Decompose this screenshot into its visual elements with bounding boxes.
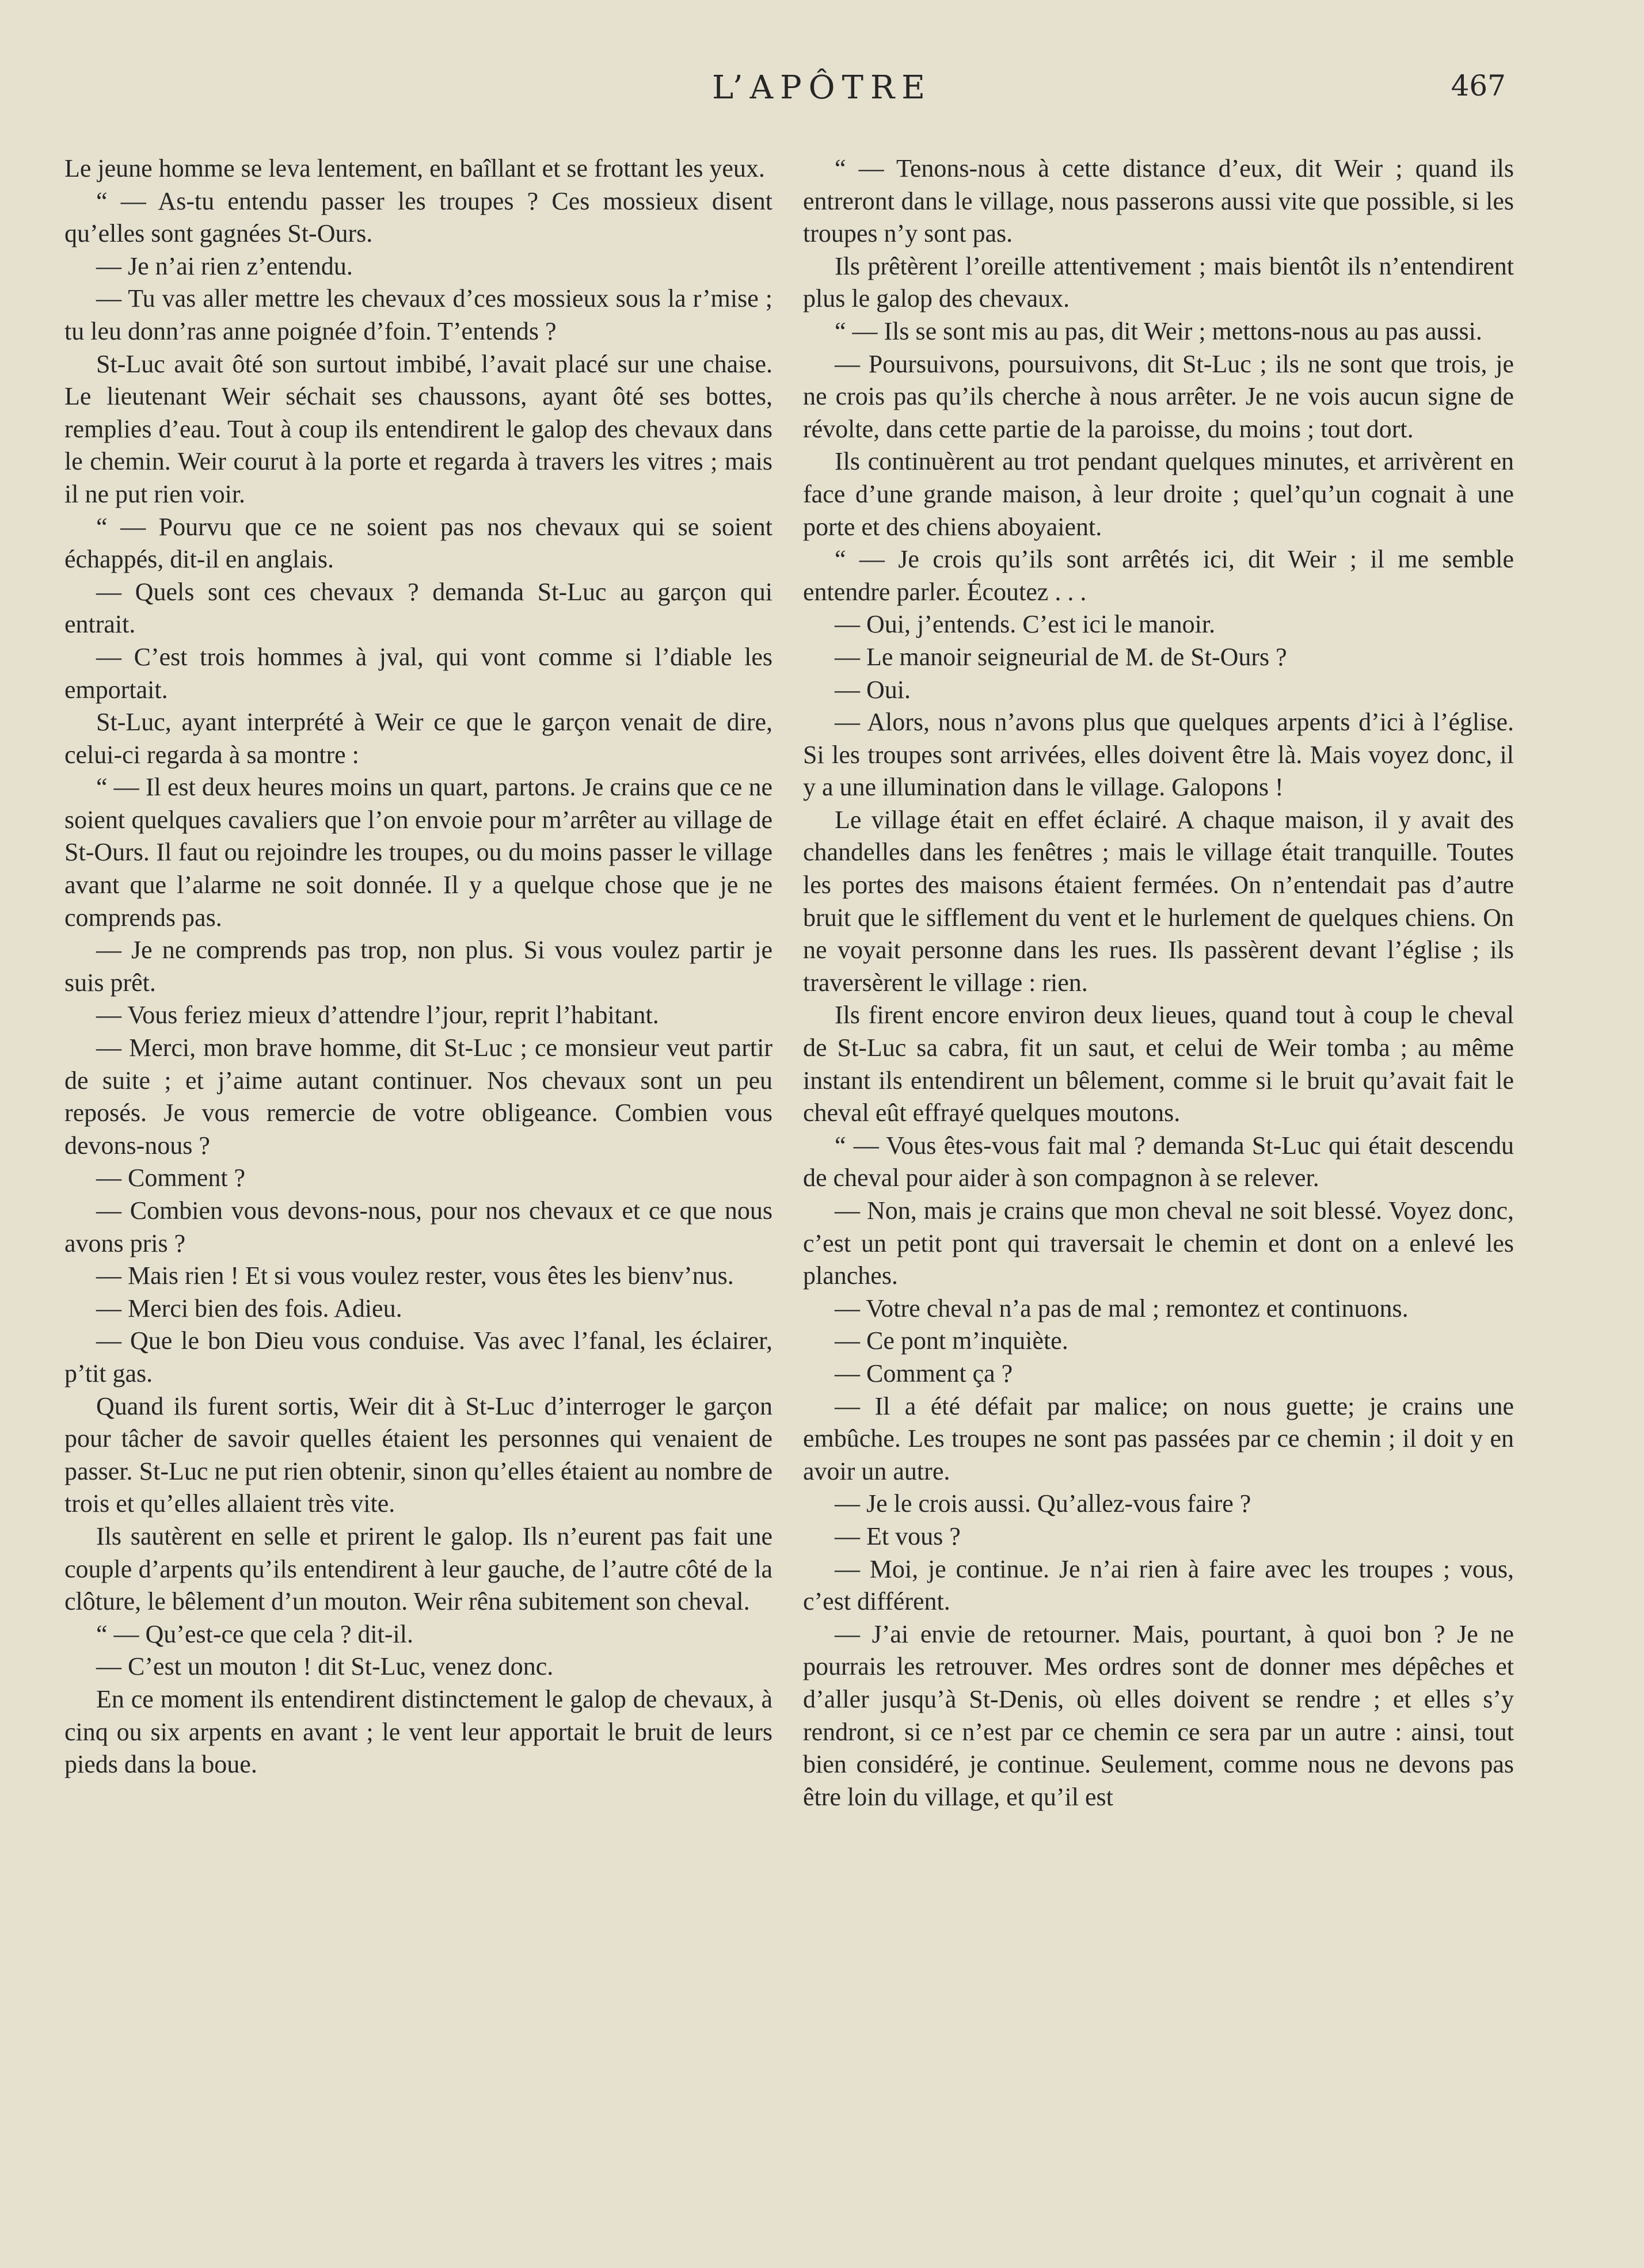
paragraph: — Comment ça ? [835, 1359, 1013, 1388]
paragraph: — Merci bien des fois. Adieu. [96, 1294, 402, 1322]
paragraph: — Comment ? [96, 1164, 246, 1192]
paragraph: “ — Il est deux heures moins un quart, partons. Je crains que ce ne soient quelques cavaliers que l’on envoie pour m’arrêter au village de St-Ours. Il faut ou rejoindre les troupes, ou du moins passer le village avant que l’alarme ne soit donnée. Il y a quelque chose que je ne comprends pas. [64, 773, 772, 932]
paragraph: — Je n’ai rien z’entendu. [96, 251, 353, 280]
paragraph: — J’ai envie de retourner. Mais, pourtant, à quoi bon ? Je ne pourrais les retrouver. Mes ordres sont de donner mes dépêches et d’aller jusqu’à St-Denis, où elles doivent se rendre ; et elles s’y rendront, si ce n’est par ce chemin ce sera par un autre : ainsi, tout bien considéré, je continue. Seulement, comme nous ne devons pas être loin du village, et qu’il est [803, 1619, 1514, 1811]
paragraph: — Moi, je continue. Je n’ai rien à faire avec les troupes ; vous, c’est différent. [803, 1554, 1514, 1616]
paragraph: “ — Qu’est-ce que cela ? dit-il. [96, 1619, 413, 1648]
paragraph: — Le manoir seigneurial de M. de St-Ours ? [835, 642, 1287, 671]
paragraph: — Merci, mon brave homme, dit St-Luc ; ce monsieur veut partir de suite ; et j’aime autant continuer. Nos chevaux sont un peu reposés. Je vous remercie de votre obligeance. Combien vous devons-nous ? [64, 1034, 772, 1160]
paragraph: — Oui. [835, 675, 911, 704]
paragraph: Ils sautèrent en selle et prirent le galop. Ils n’eurent pas fait une couple d’arpents qu’ils entendirent à leur gauche, de l’autre côté de la clôture, le bêlement d’un mouton. Weir rêna subitement son cheval. [64, 1522, 772, 1616]
paragraph: — Je le crois aussi. Qu’allez-vous faire ? [835, 1489, 1251, 1518]
right-column [803, 153, 1514, 1813]
left-column [64, 153, 772, 1781]
paragraph: “ — As-tu entendu passer les troupes ? Ces mossieux disent qu’elles sont gagnées St-Ours. [64, 186, 772, 248]
paragraph: St-Luc, ayant interprété à Weir ce que le garçon venait de dire, celui-ci regarda à sa montre : [64, 708, 772, 769]
paragraph: “ — Je crois qu’ils sont arrêtés ici, dit Weir ; il me semble entendre parler. Écoutez . . . [803, 545, 1514, 606]
paragraph: — Oui, j’entends. C’est ici le manoir. [835, 610, 1216, 639]
paragraph: — C’est trois hommes à jval, qui vont comme si l’diable les emportait. [64, 642, 772, 704]
paragraph: — Que le bon Dieu vous conduise. Vas avec l’fanal, les éclairer, p’tit gas. [64, 1327, 772, 1388]
paragraph: — Ce pont m’inquiète. [835, 1327, 1068, 1355]
paragraph: — Tu vas aller mettre les chevaux d’ces mossieux sous la r’mise ; tu leu donn’ras anne poignée d’foin. T’entends ? [64, 284, 772, 345]
paragraph: Quand ils furent sortis, Weir dit à St-Luc d’interroger le garçon pour tâcher de savoir quelles étaient les personnes qui venaient de passer. St-Luc ne put rien obtenir, sinon qu’elles étaient au nombre de trois et qu’elles allaient très vite. [64, 1392, 772, 1518]
paragraph: — Je ne comprends pas trop, non plus. Si vous voulez partir je suis prêt. [64, 936, 772, 997]
paragraph: — Mais rien ! Et si vous voulez rester, vous êtes les bienv’nus. [96, 1261, 734, 1290]
paragraph: “ — Vous êtes-vous fait mal ? demanda St-Luc qui était descendu de cheval pour aider à son compagnon à se relever. [803, 1131, 1514, 1192]
page-number: 467 [1451, 69, 1506, 102]
paragraph: — Combien vous devons-nous, pour nos chevaux et ce que nous avons pris ? [64, 1196, 772, 1257]
paragraph: Le jeune homme se leva lentement, en baîllant et se frottant les yeux. [64, 154, 765, 182]
paragraph: — Il a été défait par malice; on nous guette; je crains une embûche. Les troupes ne sont pas passées par ce chemin ; il doit y en avoir un autre. [803, 1392, 1514, 1485]
paragraph: — C’est un mouton ! dit St-Luc, venez donc. [96, 1652, 554, 1681]
paragraph: St-Luc avait ôté son surtout imbibé, l’avait placé sur une chaise. Le lieutenant Weir séchait ses chaussons, ayant ôté ses bottes, remplies d’eau. Tout à coup ils entendirent le galop des chevaux dans le chemin. Weir courut à la porte et regarda à travers les vitres ; mais il ne put rien voir. [64, 349, 772, 508]
paragraph: — Vous feriez mieux d’attendre l’jour, reprit l’habitant. [96, 1001, 659, 1030]
paragraph: — Non, mais je crains que mon cheval ne soit blessé. Voyez donc, c’est un petit pont qui traversait le chemin et dont on a enlevé les planches. [803, 1196, 1514, 1290]
paragraph: “ — Pourvu que ce ne soient pas nos chevaux qui se soient échappés, dit-il en anglais. [64, 512, 772, 574]
page-header [0, 69, 1644, 115]
paragraph: Ils firent encore environ deux lieues, quand tout à coup le cheval de St-Luc sa cabra, fit un saut, et celui de Weir tomba ; au même instant ils entendirent un bêlement, comme si le bruit qu’avait fait le cheval eût effrayé quelques moutons. [803, 1001, 1514, 1127]
paragraph: Ils continuèrent au trot pendant quelques minutes, et arrivèrent en face d’une grande maison, à leur droite ; quel’qu’un cognait à une porte et des chiens aboyaient. [803, 447, 1514, 541]
paragraph: — Quels sont ces chevaux ? demanda St-Luc au garçon qui entrait. [64, 577, 772, 639]
paragraph: — Votre cheval n’a pas de mal ; remontez et continuons. [835, 1294, 1409, 1322]
paragraph: En ce moment ils entendirent distinctement le galop de chevaux, à cinq ou six arpents en avant ; le vent leur apportait le bruit de leurs pieds dans la boue. [64, 1684, 772, 1779]
paragraph: — Poursuivons, poursuivons, dit St-Luc ; ils ne sont que trois, je ne crois pas qu’ils cherche à nous arrêter. Je ne vois aucun signe de révolte, dans cette partie de la paroisse, du moins ; tout dort. [803, 349, 1514, 443]
paragraph: Ils prêtèrent l’oreille attentivement ; mais bientôt ils n’entendirent plus le galop des chevaux. [803, 251, 1514, 313]
paragraph: “ — Ils se sont mis au pas, dit Weir ; mettons-nous au pas aussi. [835, 317, 1482, 345]
paragraph: — Et vous ? [835, 1522, 961, 1550]
paragraph: Le village était en effet éclairé. A chaque maison, il y avait des chandelles dans les fenêtres ; mais le village était tranquille. Toutes les portes des maisons étaient fermées. On n’entendait pas d’autre bruit que le sifflement du vent et le hurlement de quelques chiens. On ne voyait personne dans les rues. Ils passèrent devant l’église ; ils traversèrent le village : rien. [803, 805, 1514, 997]
paragraph: “ — Tenons-nous à cette distance d’eux, dit Weir ; quand ils entreront dans le village, nous passerons aussi vite que possible, si les troupes n’y sont pas. [803, 154, 1514, 248]
running-title: L’APÔTRE [712, 69, 932, 106]
paragraph: — Alors, nous n’avons plus que quelques arpents d’ici à l’église. Si les troupes sont arrivées, elles doivent être là. Mais voyez donc, il y a une illumination dans le village. Galopons ! [803, 708, 1514, 802]
